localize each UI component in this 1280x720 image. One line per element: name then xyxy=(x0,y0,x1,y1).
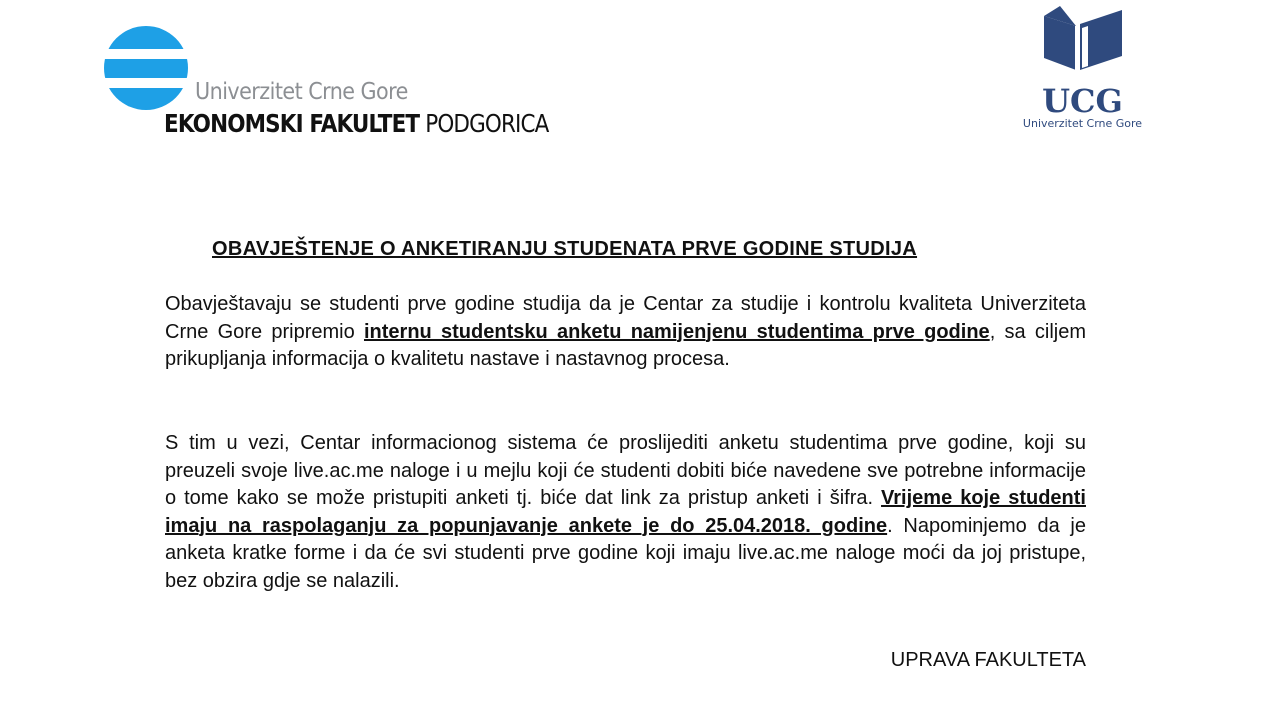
faculty-city: PODGORICA xyxy=(425,109,549,138)
paragraph-1-text-end: , sa ciljem prikupljanja informacija o kvalitetu nastave i nastavnog procesa. xyxy=(165,320,1087,370)
paragraph-2-text-start: S tim u vezi, Centar informacionog sistema će proslijediti anketu studentima prve godine, koji su preuzeli svoje live.ac.me naloge i u mejlu koji će studenti dobiti biće navedene sve potrebne informacije o tome kako se može pristupiti anketi tj. biće dat link za pristup anketi i šifra. xyxy=(165,432,1086,509)
paragraph-2-text-end: . Napominjemo da je anketa kratke forme i da će svi studenti prve godine koji imaju live.ac.me naloge moći da joj pristupe, bez obzira gdje se nalazili. xyxy=(165,514,1086,592)
faculty-name xyxy=(164,109,549,138)
faculty-emblem-icon xyxy=(103,26,193,116)
open-book-icon xyxy=(1038,6,1128,78)
paragraph-1-highlight: internu studentsku anketu namijenjenu studentima prve godine xyxy=(363,320,990,343)
notice-title: OBAVJEŠTENJE O ANKETIRANJU STUDENATA PRVE GODINE STUDIJA xyxy=(212,238,918,260)
ucg-logo xyxy=(1000,6,1170,136)
university-name: Univerzitet Crne Gore xyxy=(195,79,408,105)
paragraph-1-text-start: Obavještavaju se studenti prve godine studija da je Centar za studije i kontrolu kvaliteta Univerziteta Crne Gore pripremio xyxy=(165,293,1086,343)
faculty-name-bold: EKONOMSKI FAKULTET xyxy=(164,109,420,138)
paragraph-2 xyxy=(165,430,1086,595)
paragraph-2-highlight: Vrijeme koje studenti imaju na raspolaganju za popunjavanje ankete je do 25.04.2018. godine xyxy=(165,487,1086,537)
ucg-acronym: UCG xyxy=(1042,82,1123,120)
faculty-logo xyxy=(103,26,549,138)
paragraph-1 xyxy=(165,291,1086,374)
signature: UPRAVA FAKULTETA xyxy=(890,649,1086,671)
ucg-subtitle: Univerzitet Crne Gore xyxy=(1022,117,1143,130)
